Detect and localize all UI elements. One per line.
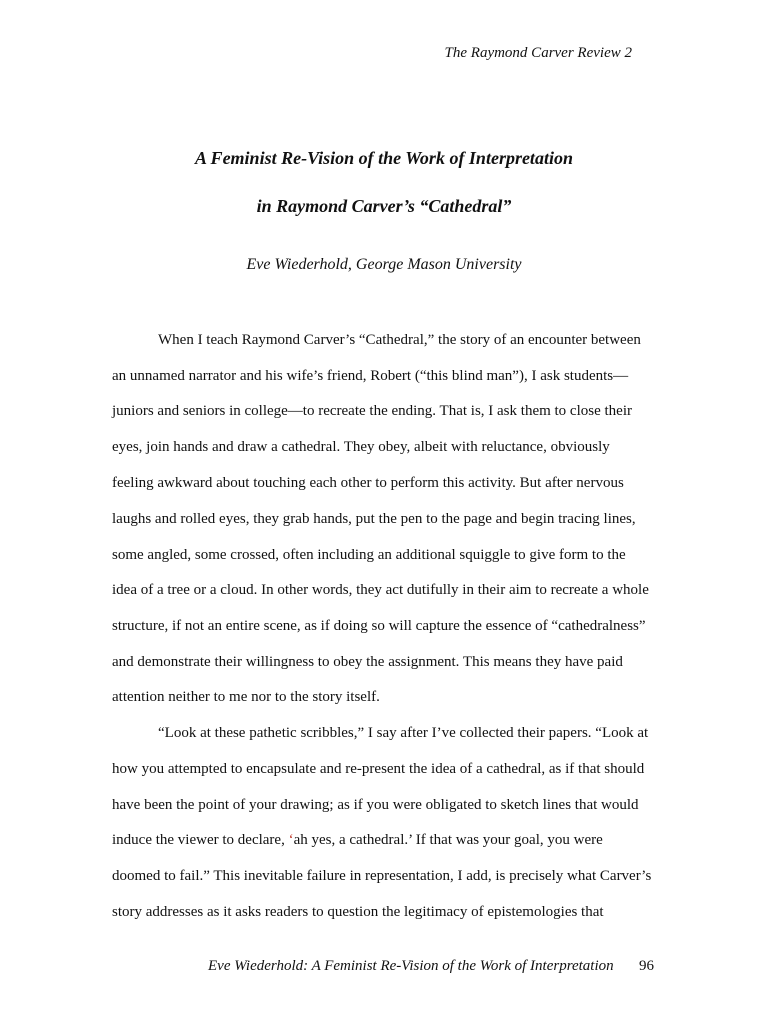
running-head: The Raymond Carver Review 2 <box>444 45 632 61</box>
body-line: laughs and rolled eyes, they grab hands, put the pen to the page and begin tracing lines, <box>112 511 636 527</box>
body-line: structure, if not an entire scene, as if doing so will capture the essence of “cathedralness” <box>112 618 646 634</box>
body-line: juniors and seniors in college—to recreate the ending. That is, I ask them to close their <box>112 403 632 419</box>
body-line: how you attempted to encapsulate and re-present the idea of a cathedral, as if that should <box>112 761 645 777</box>
body-line: feeling awkward about touching each other to perform this activity. But after nervous <box>112 475 624 491</box>
body-line-start: induce the viewer to declare, <box>112 832 289 848</box>
body-line: attention neither to me nor to the story itself. <box>112 689 380 705</box>
page-number: 96 <box>639 958 654 974</box>
running-foot: Eve Wiederhold: A Feminist Re-Vision of the Work of Interpretation <box>208 958 614 974</box>
body-line: idea of a tree or a cloud. In other words, they act dutifully in their aim to recreate a whole <box>112 582 649 598</box>
article-title-line-1: A Feminist Re-Vision of the Work of Interpretation <box>195 148 573 168</box>
quote-mark: ‘ <box>288 832 294 848</box>
author-byline: Eve Wiederhold, George Mason University <box>246 256 522 273</box>
body-line <box>112 830 603 850</box>
article-title-line-2: in Raymond Carver’s “Cathedral” <box>256 196 512 216</box>
body-line: some angled, some crossed, often including an additional squiggle to give form to the <box>112 547 626 563</box>
body-line-end: ah yes, a cathedral.’ If that was your goal, you were <box>293 832 603 848</box>
body-line: When I teach Raymond Carver’s “Cathedral,” the story of an encounter between <box>158 332 641 348</box>
body-line: an unnamed narrator and his wife’s friend, Robert (“this blind man”), I ask students— <box>112 368 629 384</box>
body-line: story addresses as it asks readers to question the legitimacy of epistemologies that <box>112 904 604 920</box>
body-line: have been the point of your drawing; as if you were obligated to sketch lines that would <box>112 797 639 813</box>
body-line: and demonstrate their willingness to obey the assignment. This means they have paid <box>112 654 623 670</box>
body-line: “Look at these pathetic scribbles,” I say after I’ve collected their papers. “Look at <box>158 725 649 741</box>
body-line: doomed to fail.” This inevitable failure in representation, I add, is precisely what Carver’s <box>112 868 652 884</box>
body-line: eyes, join hands and draw a cathedral. They obey, albeit with reluctance, obviously <box>112 439 610 455</box>
